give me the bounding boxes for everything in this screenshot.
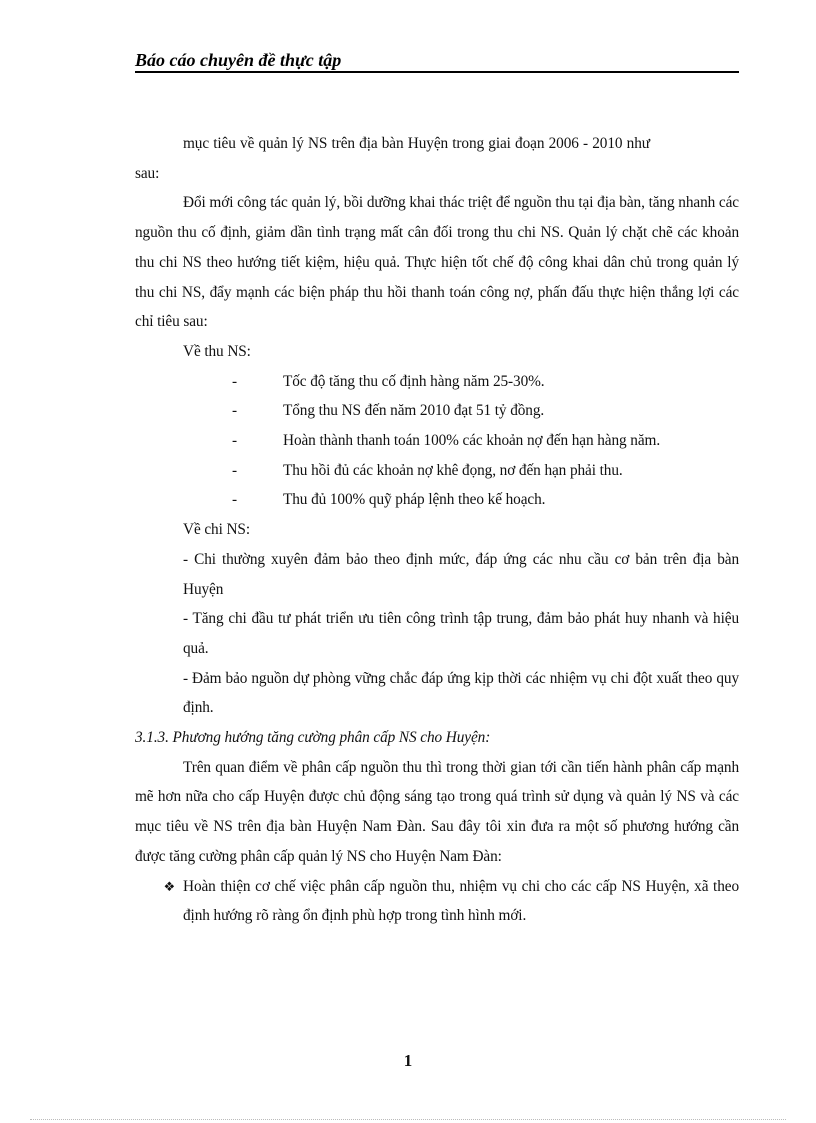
- list-item: [135, 396, 739, 426]
- revenue-item-text: Hoàn thành thanh toán 100% các khoản nợ đến hạn hàng năm.: [283, 432, 661, 450]
- list-item: [135, 872, 739, 931]
- document-body: [135, 129, 739, 931]
- list-item: [135, 426, 739, 456]
- expense-item: - Tăng chi đầu tư phát triển ưu tiên công trình tập trung, đảm bảo phát huy nhanh và hiệu quả.: [183, 610, 739, 657]
- paragraph-reform: Đổi mới công tác quản lý, bồi dưỡng khai thác triệt để nguồn thu tại địa bàn, tăng nhanh các nguồn thu cố định, giảm dần tình trạng mất cân đối trong thu chi NS. Quản lý chặt chẽ các khoản thu chi NS theo hướng tiết kiệm, hiệu quả. Thực hiện tốt chế độ công khai dân chủ trong quản lý thu chi NS, đẩy mạnh các biện pháp thu hồi thanh toán công nợ, phấn đấu thực hiện thắng lợi các chỉ tiêu sau:: [135, 194, 739, 331]
- dash-marker: -: [232, 491, 237, 509]
- footer-divider: [30, 1119, 786, 1120]
- revenue-heading: Về thu NS:: [183, 342, 251, 360]
- paragraph-intro: mục tiêu về quản lý NS trên địa bàn Huyện trong giai đoạn 2006 - 2010 như: [183, 135, 650, 152]
- list-item: [135, 456, 739, 486]
- expense-item: - Chi thường xuyên đảm bảo theo định mức, đáp ứng các nhu cầu cơ bản trên địa bàn Huyện: [183, 550, 739, 598]
- dash-marker: -: [232, 432, 237, 450]
- dash-marker: -: [232, 461, 237, 479]
- list-item: [135, 367, 739, 397]
- dash-marker: -: [232, 402, 237, 420]
- revenue-item-text: Tốc độ tăng thu cố định hàng năm 25-30%.: [283, 372, 545, 390]
- revenue-list: [135, 367, 739, 516]
- diamond-bullet-icon: ❖: [163, 878, 175, 894]
- paragraph-intro-cont: sau:: [135, 164, 160, 182]
- page-number: 1: [403, 1051, 413, 1070]
- header-title: Báo cáo chuyên đề thực tập: [135, 50, 342, 70]
- section-heading: 3.1.3. Phương hướng tăng cường phân cấp NS cho Huyện:: [135, 729, 491, 747]
- revenue-item-text: Tổng thu NS đến năm 2010 đạt 51 tỷ đồng.: [283, 402, 545, 420]
- expense-heading: Về chi NS:: [183, 521, 250, 539]
- section-body: Trên quan điểm về phân cấp nguồn thu thì trong thời gian tới cần tiến hành phân cấp mạnh mẽ hơn nữa cho cấp Huyện được chủ động sáng tạo trong quá trình sử dụng và quản lý NS và các mục tiêu về NS trên địa bàn Huyện Nam Đàn. Sau đây tôi xin đưa ra một số phương hướng cần được tăng cường phân cấp quản lý NS cho Huyện Nam Đàn:: [135, 758, 739, 865]
- diamond-item-text: Hoàn thiện cơ chế việc phân cấp nguồn thu, nhiệm vụ chi cho các cấp NS Huyện, xã theo định hướng rõ ràng ổn định phù hợp trong tình hình mới.: [183, 877, 739, 925]
- dash-marker: -: [232, 372, 237, 390]
- list-item: [135, 485, 739, 515]
- revenue-item-text: Thu hồi đủ các khoản nợ khê đọng, nơ đến hạn phải thu.: [283, 461, 623, 479]
- revenue-item-text: Thu đủ 100% quỹ pháp lệnh theo kế hoạch.: [283, 491, 546, 509]
- page-header: [135, 50, 739, 73]
- expense-item: - Đảm bảo nguồn dự phòng vững chắc đáp ứng kịp thời các nhiệm vụ chi đột xuất theo quy định.: [183, 669, 739, 717]
